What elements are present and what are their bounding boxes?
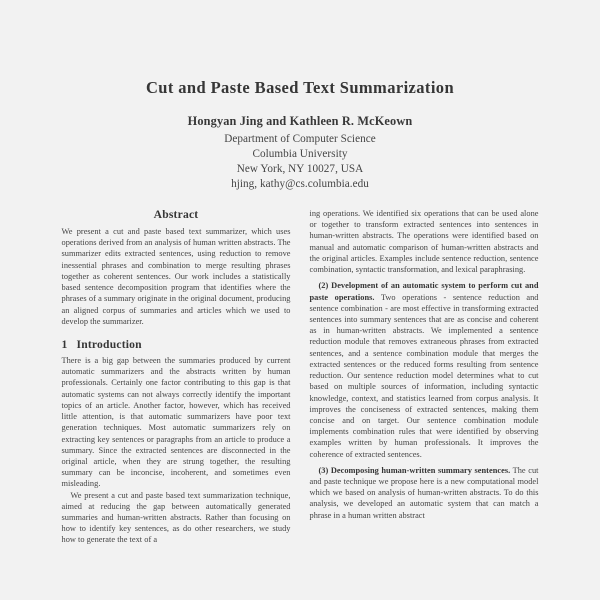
introduction-section-number: 1: [61, 337, 68, 351]
affiliation-address: New York, NY 10027, USA: [236, 162, 364, 175]
contribution-3-lead: (3) Decomposing human-written summary sentences.: [318, 465, 511, 475]
page-title: Cut and Paste Based Text Summarization: [145, 78, 455, 97]
affiliation-institution: Columbia University: [252, 148, 348, 161]
abstract-text: We present a cut and paste based text summarizer, which uses operations derived from an analysis of human written abstracts. The summarizer edits extracted sentences, using reduction to remove inessential phrases and combination to merge resulting phrases together as coherent sentences. Our work includes a statistically based sentence decomposition program that identifies where the phrases of a summary originate in the original document, producing an aligned corpus of summaries and articles which we used to develop the summarizer.: [61, 227, 291, 326]
introduction-heading-label: Introduction: [76, 337, 142, 351]
contribution-3-text: The cut and paste technique we propose here is a new computational model which we based on analysis of human-written abstracts. To do this analysis, we developed an automatic system that can match a phrase in a human written abstract: [309, 465, 539, 520]
right-column-continuation: ing operations. We identified six operations that can be used alone or together to transform extracted sentences into sentences in human-written abstracts. The operations were identified based on manual and automatic comparison of human-written abstracts and the original articles. Examples include sentence reduction, sentence combination, syntactic transformation, and lexical paraphrasing.: [309, 209, 539, 275]
contribution-2-lead: (2) Development of an automatic system to perform cut and paste operations.: [309, 281, 539, 302]
author-list: Hongyan Jing and Kathleen R. McKeown: [187, 114, 413, 129]
author-email: hjing, kathy@cs.columbia.edu: [231, 177, 369, 190]
introduction-paragraph-2: We present a cut and paste based text summarization technique, aimed at reducing the gap between automatically generated summaries and human-written abstracts. Rather than focusing on how to identify key sentences, as do other researchers, we study how to generate the text of a: [61, 490, 291, 545]
title-block: [0, 0, 600, 192]
introduction-heading: [62, 338, 291, 351]
left-column: [62, 208, 291, 546]
contribution-3: [310, 465, 539, 521]
affiliation-department: Department of Computer Science: [224, 133, 376, 146]
contribution-2-text: Two operations - sentence reduction and sentence combination - are most effective in transforming extracted sentences into summary sentences that are as concise and coherent as in human-written abstracts. We implemented a sentence reduction module that removes extraneous phrases from extracted sentences, and a sentence combination module that merges the extracted sentences or the reduced forms resulting from sentence reduction. Our sentence reduction model determines what to cut based on multiple sources of information, including syntactic knowledge, context, and statistics learned from corpus analysis. It improves the conciseness of extracted sentences, making them concise and on target. Our sentence combination module implements combination rules that were identified by observing examples written by human professionals. It improves the coherence of extracted sentences.: [309, 292, 539, 459]
introduction-paragraph-1: There is a big gap between the summaries produced by current automatic summarizers and the abstracts written by human professionals. Certainly one factor contributing to this gap is that automatic systems can not always correctly identify the important topics of an article. Another factor, however, which has received little attention, is that automatic summarizers have poor text generation techniques. Most automatic summarizers rely on extracting key sentences or paragraphs from an article to produce a summary. Since the extracted sentences are disconnected in the original article, when they are strung together, the resulting summary can be inconcise, incoherent, and sometimes even misleading.: [61, 355, 291, 489]
contribution-2: [310, 280, 539, 460]
body-columns: [0, 208, 600, 546]
abstract-heading: Abstract: [153, 208, 199, 221]
right-column: [310, 208, 539, 546]
